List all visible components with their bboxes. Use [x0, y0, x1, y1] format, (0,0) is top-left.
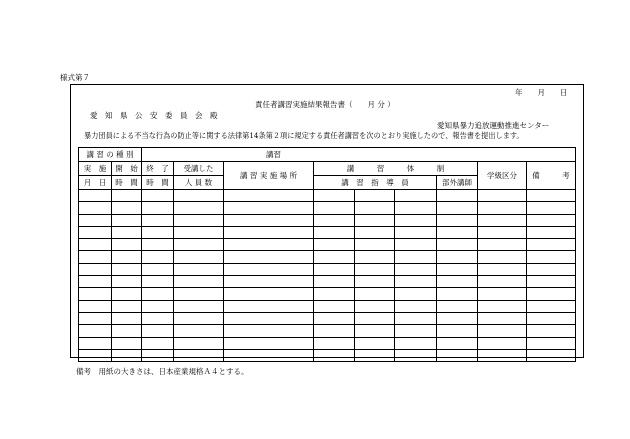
table-row: [79, 325, 576, 337]
table-cell[interactable]: [142, 263, 174, 275]
table-cell[interactable]: [314, 239, 355, 251]
table-cell[interactable]: [174, 202, 224, 214]
table-cell[interactable]: [174, 312, 224, 324]
table-cell[interactable]: [314, 288, 355, 300]
table-cell[interactable]: [224, 214, 314, 226]
table-cell[interactable]: [355, 190, 395, 202]
table-cell[interactable]: [527, 337, 576, 349]
table-cell[interactable]: [224, 325, 314, 337]
table-cell[interactable]: [314, 202, 355, 214]
table-cell[interactable]: [314, 276, 355, 288]
table-cell[interactable]: [314, 190, 355, 202]
table-row: [79, 312, 576, 324]
report-table: [78, 147, 576, 362]
table-cell[interactable]: [224, 239, 314, 251]
header-shidouin: 講 習 指 導 員: [314, 176, 437, 190]
header-gaibu: 部外講師: [437, 176, 478, 190]
table-cell[interactable]: [355, 349, 395, 361]
table-cell[interactable]: [355, 300, 395, 312]
table-cell[interactable]: [478, 349, 527, 361]
table-cell[interactable]: [527, 349, 576, 361]
sender: 愛知県暴力追放運動推進センター: [437, 121, 550, 130]
table-cell[interactable]: [437, 288, 478, 300]
table-cell[interactable]: [437, 190, 478, 202]
table-cell[interactable]: [79, 300, 112, 312]
table-row: [79, 214, 576, 226]
table-cell[interactable]: [79, 190, 112, 202]
table-cell[interactable]: [112, 349, 142, 361]
table-cell[interactable]: [79, 276, 112, 288]
table-cell[interactable]: [174, 214, 224, 226]
table-cell[interactable]: [478, 190, 527, 202]
footnote: 備考 用紙の大きさは、日本産業規格Ａ４とする。: [76, 367, 249, 376]
table-cell[interactable]: [355, 325, 395, 337]
table-cell[interactable]: [112, 190, 142, 202]
table-cell[interactable]: [478, 312, 527, 324]
table-cell[interactable]: [395, 300, 437, 312]
table-cell[interactable]: [142, 337, 174, 349]
report-title: 責任者講習実施結果報告書（ 月 分 ）: [255, 100, 395, 109]
header-jisshi-top: 実 施: [79, 162, 112, 176]
table-cell[interactable]: [478, 300, 527, 312]
table-cell[interactable]: [314, 300, 355, 312]
table-cell[interactable]: [142, 202, 174, 214]
table-cell[interactable]: [79, 312, 112, 324]
table-cell[interactable]: [478, 214, 527, 226]
header-jisshi-bottom: 月 日: [79, 176, 112, 190]
table-cell[interactable]: [112, 214, 142, 226]
table-cell[interactable]: [395, 349, 437, 361]
table-cell[interactable]: [224, 202, 314, 214]
type-value-cell[interactable]: [142, 148, 576, 162]
table-cell[interactable]: [395, 312, 437, 324]
table-cell[interactable]: [112, 288, 142, 300]
table-cell[interactable]: [174, 239, 224, 251]
table-cell[interactable]: [395, 239, 437, 251]
table-row: [79, 226, 576, 238]
table-cell[interactable]: [527, 226, 576, 238]
table-cell[interactable]: [355, 239, 395, 251]
table-cell[interactable]: [478, 288, 527, 300]
table-cell[interactable]: [314, 349, 355, 361]
table-cell[interactable]: [478, 239, 527, 251]
table-cell[interactable]: [112, 239, 142, 251]
table-cell[interactable]: [174, 300, 224, 312]
table-cell[interactable]: [437, 239, 478, 251]
table-cell[interactable]: [174, 288, 224, 300]
table-cell[interactable]: [527, 214, 576, 226]
table-cell[interactable]: [224, 288, 314, 300]
table-cell[interactable]: [79, 226, 112, 238]
table-cell[interactable]: [437, 263, 478, 275]
table-cell[interactable]: [174, 337, 224, 349]
table-cell[interactable]: [355, 276, 395, 288]
form-number: 様式第７: [60, 73, 90, 82]
table-cell[interactable]: [395, 337, 437, 349]
table-cell[interactable]: [142, 349, 174, 361]
table-cell[interactable]: [79, 239, 112, 251]
table-cell[interactable]: [437, 325, 478, 337]
table-cell[interactable]: [142, 251, 174, 263]
table-cell[interactable]: [314, 312, 355, 324]
header-kaishi-top: 開 始: [112, 162, 142, 176]
table-cell[interactable]: [224, 226, 314, 238]
table-cell[interactable]: [437, 214, 478, 226]
table-cell[interactable]: [395, 263, 437, 275]
header-gakkyu: 学級区分: [478, 162, 527, 190]
table-cell[interactable]: [527, 239, 576, 251]
table-cell[interactable]: [112, 276, 142, 288]
table-cell[interactable]: [478, 325, 527, 337]
table-row: [79, 300, 576, 312]
table-cell[interactable]: [142, 300, 174, 312]
table-cell[interactable]: [314, 325, 355, 337]
table-cell[interactable]: [142, 312, 174, 324]
header-jukou-bottom: 人 員 数: [174, 176, 224, 190]
table-cell[interactable]: [142, 325, 174, 337]
table-cell[interactable]: [79, 288, 112, 300]
table-cell[interactable]: [355, 312, 395, 324]
table-cell[interactable]: [314, 263, 355, 275]
table-cell[interactable]: [79, 263, 112, 275]
table-cell[interactable]: [355, 288, 395, 300]
table-cell[interactable]: [174, 251, 224, 263]
type-label: 講 習 の 種 別: [79, 148, 142, 162]
header-taisei: 講 習 体 制: [314, 162, 478, 176]
table-cell[interactable]: [224, 276, 314, 288]
table-cell[interactable]: [437, 226, 478, 238]
table-cell[interactable]: [174, 325, 224, 337]
table-cell[interactable]: [174, 190, 224, 202]
report-statement: 暴力団員による不当な行為の防止等に関する法律第14条第２項に規定する責任者講習を次のとおり実施したので、報告書を提出します。: [84, 131, 524, 140]
table-cell[interactable]: [478, 226, 527, 238]
table-cell[interactable]: [224, 190, 314, 202]
table-cell[interactable]: [224, 337, 314, 349]
table-row: [79, 251, 576, 263]
table-cell[interactable]: [527, 276, 576, 288]
table-cell[interactable]: [142, 214, 174, 226]
table-cell[interactable]: [224, 312, 314, 324]
table-cell[interactable]: [142, 276, 174, 288]
table-row: [79, 349, 576, 361]
header-basho: 講 習 実 施 場 所: [224, 162, 314, 190]
table-cell[interactable]: [112, 337, 142, 349]
table-cell[interactable]: [142, 288, 174, 300]
table-cell[interactable]: [142, 239, 174, 251]
table-cell[interactable]: [112, 251, 142, 263]
table-cell[interactable]: [527, 263, 576, 275]
table-cell[interactable]: [527, 202, 576, 214]
table-row: [79, 190, 576, 202]
table-cell[interactable]: [174, 226, 224, 238]
table-row: [79, 276, 576, 288]
table-cell[interactable]: [395, 226, 437, 238]
table-cell[interactable]: [224, 263, 314, 275]
table-cell[interactable]: [355, 263, 395, 275]
table-cell[interactable]: [314, 337, 355, 349]
table-cell[interactable]: [224, 349, 314, 361]
table-cell[interactable]: [395, 251, 437, 263]
table-cell[interactable]: [478, 251, 527, 263]
table-cell[interactable]: [437, 349, 478, 361]
table-cell[interactable]: [79, 349, 112, 361]
header-shuryo-bottom: 時 間: [142, 176, 174, 190]
table-row: [79, 202, 576, 214]
table-cell[interactable]: [112, 325, 142, 337]
table-cell[interactable]: [437, 300, 478, 312]
table-cell[interactable]: [112, 312, 142, 324]
table-cell[interactable]: [142, 190, 174, 202]
table-cell[interactable]: [437, 337, 478, 349]
table-cell[interactable]: [355, 226, 395, 238]
table-cell[interactable]: [527, 288, 576, 300]
table-cell[interactable]: [174, 263, 224, 275]
table-cell[interactable]: [112, 300, 142, 312]
table-row: [79, 337, 576, 349]
table-cell[interactable]: [174, 276, 224, 288]
header-jukou-top: 受講した: [174, 162, 224, 176]
table-cell[interactable]: [79, 325, 112, 337]
table-cell[interactable]: [437, 276, 478, 288]
table-cell[interactable]: [395, 276, 437, 288]
table-cell[interactable]: [478, 202, 527, 214]
date-line: 年 月 日: [515, 88, 568, 97]
table-cell[interactable]: [527, 251, 576, 263]
table-cell[interactable]: [395, 214, 437, 226]
table-cell[interactable]: [395, 190, 437, 202]
table-row: [79, 263, 576, 275]
header-shuryo-top: 終 了: [142, 162, 174, 176]
table-cell[interactable]: [314, 226, 355, 238]
table-cell[interactable]: [112, 263, 142, 275]
table-cell[interactable]: [314, 214, 355, 226]
table-cell[interactable]: [355, 214, 395, 226]
table-cell[interactable]: [224, 300, 314, 312]
table-row: [79, 239, 576, 251]
table-cell[interactable]: [79, 251, 112, 263]
table-cell[interactable]: [437, 251, 478, 263]
table-cell[interactable]: [355, 251, 395, 263]
table-cell[interactable]: [142, 226, 174, 238]
table-cell[interactable]: [478, 337, 527, 349]
table-cell[interactable]: [174, 349, 224, 361]
header-biko: 備 考: [527, 162, 576, 190]
table-cell[interactable]: [437, 202, 478, 214]
header-kaishi-bottom: 時 間: [112, 176, 142, 190]
table-cell[interactable]: [79, 202, 112, 214]
table-cell[interactable]: [527, 190, 576, 202]
table-cell[interactable]: [527, 312, 576, 324]
table-cell[interactable]: [478, 276, 527, 288]
table-cell[interactable]: [79, 214, 112, 226]
table-cell[interactable]: [224, 251, 314, 263]
table-cell[interactable]: [79, 337, 112, 349]
table-cell[interactable]: [478, 263, 527, 275]
table-cell[interactable]: [355, 202, 395, 214]
table-cell[interactable]: [112, 202, 142, 214]
table-cell[interactable]: [395, 288, 437, 300]
table-cell[interactable]: [437, 312, 478, 324]
addressee: 愛 知 県 公 安 委 員 会 殿: [90, 111, 218, 120]
table-row: [79, 288, 576, 300]
table-cell[interactable]: [355, 337, 395, 349]
table-cell[interactable]: [112, 226, 142, 238]
table-cell[interactable]: [314, 251, 355, 263]
table-cell[interactable]: [395, 325, 437, 337]
koshu-label: 講習: [266, 149, 282, 159]
table-cell[interactable]: [527, 325, 576, 337]
table-cell[interactable]: [527, 300, 576, 312]
table-cell[interactable]: [395, 202, 437, 214]
